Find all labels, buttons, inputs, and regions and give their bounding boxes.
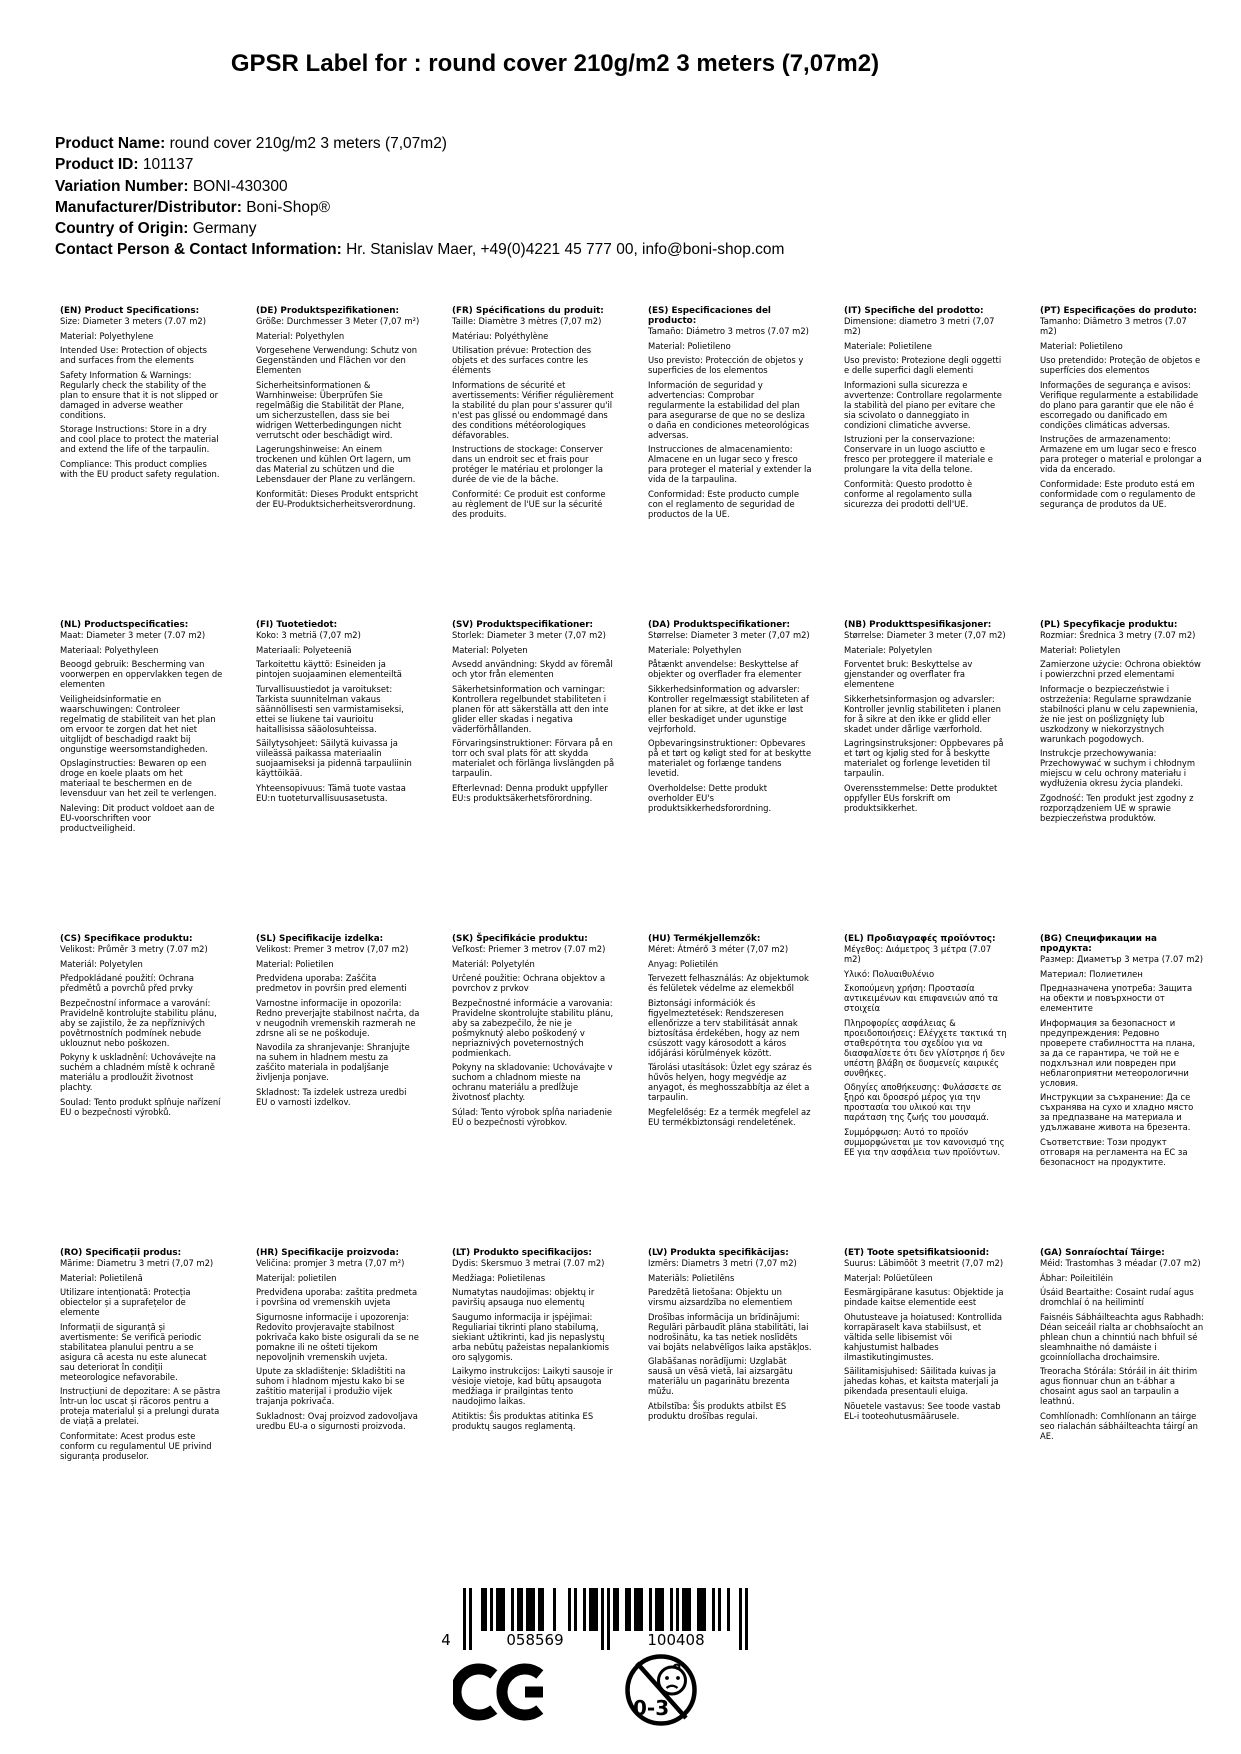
lang-block-paragraph: Megfelelőség: Ez a termék megfelel az EU termékbiztonsági rendeletének.: [648, 1106, 811, 1127]
lang-block: [1040, 1248, 1210, 1562]
barcode-digit-system: 4: [441, 1631, 451, 1649]
lang-block: [844, 306, 1014, 620]
info-label: Manufacturer/Distributor:: [55, 198, 242, 216]
lang-block: [648, 1248, 818, 1562]
lang-block-heading: (PL) Specyfikacje produktu:: [1040, 620, 1178, 630]
lang-block-paragraph: Instrucțiuni de depozitare: A se păstra într-un loc uscat și răcoros pentru a proteja materialul și a prelungi durata de viață a prelatei.: [60, 1386, 221, 1426]
age-warning-text: 0-3: [633, 1696, 670, 1720]
lang-block-paragraph: Material: Polietileno: [648, 340, 731, 351]
lang-block-paragraph: Treoracha Stórála: Stóráil in áit thirim agus fionnuar chun an t-ábhar a chosaint agus saol an tarpaulin a leathnú.: [1040, 1366, 1198, 1406]
lang-block-paragraph: Conformité: Ce produit est conforme au règlement de l'UE sur la sécurité des produits.: [452, 488, 606, 519]
lang-block-paragraph: Medžiaga: Polietilenas: [452, 1272, 546, 1283]
barcode: [441, 1588, 748, 1650]
lang-block-paragraph: Opslaginstructies: Bewaren op een droge en koele plaats om het materiaal te beschermen en de levensduur van het zeil te verlengen.: [60, 758, 217, 798]
lang-block-paragraph: Materijal: polietilen: [256, 1272, 337, 1283]
lang-block-paragraph: Zgodność: Ten produkt jest zgodny z rozporządzeniem UE w sprawie bezpieczeństwa produktów.: [1040, 792, 1194, 823]
lang-block-paragraph: Méret: Átmérő 3 méter (7,07 m2): [648, 944, 789, 954]
lang-block-paragraph: Rozmiar: Średnica 3 metry (7.07 m2): [1040, 630, 1196, 640]
lang-block-paragraph: Dydis: Skersmuo 3 metrai (7.07 m2): [452, 1258, 605, 1268]
lang-block-paragraph: Material: Polyethylen: [256, 330, 345, 341]
lang-block-paragraph: Comhlíonadh: Comhlíonann an táirge seo rialachán sábháilteachta táirgí an AE.: [1040, 1410, 1198, 1441]
info-value: Germany: [192, 220, 257, 238]
lang-block-paragraph: Size: Diameter 3 meters (7.07 m2): [60, 316, 206, 326]
lang-block-heading: (EN) Product Specifications:: [60, 306, 200, 316]
lang-block-paragraph: Predvidena uporaba: Zaščita predmetov in površin pred elementi: [256, 973, 407, 993]
info-label: Contact Person & Contact Information:: [55, 241, 342, 259]
lang-block-paragraph: Säkerhetsinformation och varningar: Kontrollera regelbundet stabiliteten i planen för att säkerställa att den inte glider eller skadas i negativa väderförhållanden.: [452, 683, 609, 734]
ce-mark-icon: [453, 1662, 553, 1722]
lang-block-paragraph: Инструкции за съхранение: Да се съхранява на сухо и хладно място за предпазване на материала и удължаване живота на брезента.: [1040, 1092, 1194, 1132]
lang-block-paragraph: Информация за безопасност и предупреждения: Редовно проверете стабилността на плана, за да се гарантира, че той не е подхлъзнал или повреден при неблагоприятни метеорологични условия.: [1040, 1017, 1195, 1088]
lang-block-paragraph: Sigurnosne informacije i upozorenja: Redovito provjeravajte stabilnost pokrivača kako biste osigurali da se ne pomakne ili ne ošteti tijekom nepovoljnih vremenskih uvjeta.: [256, 1311, 419, 1362]
lang-block-paragraph: Υλικό: Πολυαιθυλένιο: [844, 968, 935, 979]
lang-block-paragraph: Materiál: Polyetylén: [452, 958, 535, 969]
lang-block-paragraph: Instrukcje przechowywania: Przechowywać w suchym i chłodnym miejscu w celu ochrony materiału i wydłużenia okresu życia plandeki.: [1040, 748, 1196, 788]
lang-block-paragraph: Materiale: Polietilene: [844, 340, 932, 351]
lang-block-paragraph: Tamanho: Diâmetro 3 metros (7.07 m2): [1040, 316, 1187, 336]
barcode-digits-left: 058569: [506, 1631, 564, 1649]
lang-block-heading: (DA) Produktspecifikationer:: [648, 620, 791, 630]
barcode-bar: [649, 1588, 652, 1631]
info-label: Product Name:: [55, 135, 166, 152]
lang-block-paragraph: Съответствие: Този продукт отговаря на регламента на ЕС за безопасност на продуктите.: [1040, 1136, 1188, 1167]
lang-block-paragraph: Πληροφορίες ασφάλειας & προειδοποιήσεις: Ελέγχετε τακτικά τη σταθερότητα του σχεδίου για να διασφαλίσετε ότι δεν γλίστρησε ή δεν υπέστη βλάβη σε δυσμενείς καιρικές συνθήκες.: [844, 1017, 1007, 1078]
lang-block-heading: (ET) Toote spetsifikatsioonid:: [844, 1248, 990, 1258]
lang-block: [256, 306, 426, 620]
contact-row: [55, 239, 784, 260]
lang-block-paragraph: Conformidad: Este producto cumple con el reglamento de seguridad de productos de la UE.: [648, 488, 799, 519]
lang-block-paragraph: Предназначена употреба: Защита на обекти и повърхности от елементите: [1040, 983, 1193, 1013]
lang-block-paragraph: Paredzētā lietošana: Objektu un virsmu aizsardzība no elementiem: [648, 1287, 793, 1307]
lang-block-heading: (FR) Spécifications du produit:: [452, 306, 604, 316]
lang-block-paragraph: Información de seguridad y advertencias: Comprobar regularmente la estabilidad del plan para asegurarse de que no se desliza o daña en condiciones meteorológicas adversas.: [648, 379, 810, 440]
lang-block-heading: (EL) Προδιαγραφές προϊόντος:: [844, 934, 996, 944]
barcode-bar: [520, 1588, 523, 1631]
lang-block: [256, 934, 426, 1248]
lang-block-paragraph: Bezpečnostní informace a varování: Pravidelně kontrolujte stabilitu plánu, aby se zajistilo, že za nepříznivých povětrnostních podmínek nebude uklouznut nebo poškozen.: [60, 997, 217, 1048]
lang-block-paragraph: Súlad: Tento výrobok spĺňa nariadenie EÚ o bezpečnosti výrobkov.: [452, 1106, 613, 1127]
lang-block-paragraph: Materiale: Polyethylen: [648, 644, 742, 655]
lang-block: [1040, 306, 1210, 620]
barcode-bar: [616, 1588, 619, 1631]
lang-grid: [60, 306, 1240, 1562]
lang-block-heading: (SV) Produktspecifikationer:: [452, 620, 594, 630]
page-title: GPSR Label for : round cover 210g/m2 3 meters (7,07m2): [230, 50, 880, 77]
lang-block-heading: (SL) Specifikacije izdelka:: [256, 934, 384, 944]
lang-block-paragraph: Informações de segurança e avisos: Verifique regularmente a estabilidade do plano para garantir que ele não é escorregado ou danificado em condições climáticas adversas.: [1040, 379, 1199, 430]
barcode-bar: [661, 1588, 664, 1631]
lang-block: [452, 620, 622, 934]
lang-block-paragraph: Určené použitie: Ochrana objektov a povrchov z prvkov: [452, 973, 606, 993]
lang-block-paragraph: Materjal: Polüetüleen: [844, 1272, 933, 1283]
info-label: Country of Origin:: [55, 220, 189, 238]
lang-block-paragraph: Sicherheitsinformationen & Warnhinweise: Überprüfen Sie regelmäßig die Stabilität der Plane, um sicherzustellen, dass sie bei widrigen Wetterbedingungen nicht verrutscht oder beschädigt wird.: [256, 379, 405, 440]
lang-block-paragraph: Storlek: Diameter 3 meter (7,07 m2): [452, 630, 606, 640]
lang-block: [452, 1248, 622, 1562]
barcode-bar: [463, 1588, 466, 1650]
lang-block: [60, 306, 230, 620]
lang-block: [60, 1248, 230, 1562]
barcode-bar: [745, 1588, 748, 1650]
lang-block-paragraph: Uso previsto: Protección de objetos y superficies de los elementos: [648, 355, 804, 375]
lang-block-paragraph: Material: Polietileno: [1040, 340, 1123, 351]
lang-block-paragraph: Intended Use: Protection of objects and surfaces from the elements: [60, 345, 208, 365]
lang-block-paragraph: Materiāls: Polietilēns: [648, 1272, 735, 1283]
lang-block-paragraph: Sikkerhetsinformasjon og advarsler: Kontroller jevnlig stabiliteten i planen for å sikre at den ikke er glidd eller skadet under dårlige værforhold.: [844, 693, 1001, 734]
lang-block-paragraph: Материал: Полиетилен: [1040, 968, 1143, 979]
manufacturer-row: [55, 197, 784, 218]
lang-block-heading: (HU) Termékjellemzők:: [648, 934, 761, 944]
lang-block-paragraph: Conformitate: Acest produs este conform cu regulamentul UE privind siguranța produselor.: [60, 1430, 212, 1461]
lang-block-paragraph: Größe: Durchmesser 3 Meter (7,07 m²): [256, 316, 420, 326]
lang-block-paragraph: Veličina: promjer 3 metra (7,07 m²): [256, 1258, 405, 1268]
lang-block-paragraph: Οδηγίες αποθήκευσης: Φυλάσσετε σε ξηρό και δροσερό μέρος για την προστασία του υλικού και την παράταση της ζωής του μουσαμά.: [844, 1082, 1002, 1122]
lang-block: [648, 306, 818, 620]
lang-block-paragraph: Veľkosť: Priemer 3 metrov (7.07 m2): [452, 944, 606, 954]
barcode-digits-right: 100408: [647, 1631, 705, 1649]
lang-block-paragraph: Størrelse: Diameter 3 meter (7,07 m2): [648, 630, 810, 640]
lang-block-paragraph: Materiál: Polyetylen: [60, 958, 143, 969]
lang-block: [60, 620, 230, 934]
lang-block-paragraph: Forventet bruk: Beskyttelse av gjenstander og overflater fra elementene: [844, 659, 973, 689]
barcode-bar: [640, 1588, 643, 1631]
lang-block-paragraph: Mărime: Diametru 3 metri (7,07 m2): [60, 1258, 214, 1268]
lang-block-paragraph: Utilisation prévue: Protection des objets et des surfaces contre les éléments: [452, 345, 592, 375]
lang-block-paragraph: Συμμόρφωση: Αυτό το προϊόν συμμορφώνεται με τον κανονισμό της ΕΕ για την ασφάλεια των προϊόντων.: [844, 1126, 1005, 1157]
lang-block-paragraph: Uso pretendido: Proteção de objetos e superfícies dos elementos: [1040, 355, 1201, 375]
lang-block-paragraph: Numatytas naudojimas: objektų ir paviršių apsauga nuo elementų: [452, 1287, 595, 1307]
lang-block-paragraph: Ábhar: Poileitiléin: [1040, 1272, 1113, 1283]
lang-block-paragraph: Anyag: Polietilén: [648, 958, 719, 969]
lang-block-heading: (LV) Produkta specifikācijas:: [648, 1248, 789, 1258]
lang-block-paragraph: Yhteensopivuus: Tämä tuote vastaa EU:n tuoteturvallisuusasetusta.: [256, 782, 406, 803]
lang-block-paragraph: Compliance: This product complies with the EU product safety regulation.: [60, 458, 220, 479]
lang-block-paragraph: Informații de siguranță și avertismente: Se verifică periodic stabilitatea planului pentru a se asigura că acesta nu este alunecat sau deteriorat în condiții meteorologice nefavorabile.: [60, 1321, 207, 1382]
lang-block-paragraph: Zamierzone użycie: Ochrona obiektów i powierzchni przed elementami: [1040, 659, 1201, 679]
lang-block-paragraph: Bezpečnostné informácie a varovania: Pravidelne skontrolujte stabilitu plánu, aby sa zabezpečilo, že nie je pošmyknutý alebo poškodený v nepriaznivých poveternostných podmienkach.: [452, 997, 614, 1058]
lang-block-paragraph: Conformidade: Este produto está em conformidade com o regulamento de segurança de produtos da UE.: [1040, 478, 1196, 509]
lang-block: [844, 934, 1014, 1248]
lang-block-heading: (GA) Sonraíochtaí Táirge:: [1040, 1248, 1165, 1258]
lang-block-paragraph: Drošības informācija un brīdinājumi: Regulāri pārbaudīt plāna stabilitāti, lai nodrošinātu, ka tas netiek noslīdēts vai bojāts nelabvēlīgos laika apstākļos.: [648, 1311, 812, 1352]
lang-block-paragraph: Biztonsági információk és figyelmeztetések: Rendszeresen ellenőrizze a terv stabilitását annak biztosítása érdekében, hogy az nem csúszott vagy károsodott a káros időjárási körülmények között.: [648, 997, 800, 1058]
lang-block-heading: (IT) Specifiche del prodotto:: [844, 306, 984, 316]
lang-block-paragraph: Säilytysohjeet: Säilytä kuivassa ja viileässä paikassa materiaalin suojaamiseksi ja pidennä tarpauliinin käyttöikää.: [256, 738, 412, 778]
lang-block-heading: (NL) Productspecificaties:: [60, 620, 189, 630]
lang-block-paragraph: Размер: Диаметър 3 метра (7.07 m2): [1040, 954, 1204, 964]
barcode-bar: [532, 1588, 535, 1631]
lang-block-paragraph: Uso previsto: Protezione degli oggetti e delle superfici dagli elementi: [844, 355, 1002, 375]
lang-block: [60, 934, 230, 1248]
barcode-bar: [541, 1588, 544, 1631]
lang-block-paragraph: Faisnéis Sábháilteachta agus Rabhadh: Déan seiceáil rialta ar chobhsaíocht an phlean chun a chinntiú nach bhfuil sé sleamhnaithe nó damáiste i gcoinníollacha drochaimsire.: [1040, 1311, 1204, 1362]
lang-block-paragraph: Navodila za shranjevanje: Shranjujte na suhem in hladnem mestu za zaščito materiala in podaljšanje življenja ponjave.: [256, 1042, 410, 1082]
lang-block-paragraph: Størrelse: Diameter 3 meter (7,07 m2): [844, 630, 1006, 640]
lang-block-paragraph: Saugumo informacija ir įspėjimai: Reguliariai tikrinti plano stabilumą, siekiant užtikrinti, kad jis nepaslystų arba nebūtų pažeistas nepalankiomis oro sąlygomis.: [452, 1311, 609, 1362]
lang-block-paragraph: Pokyny na skladovanie: Uchovávajte v suchom a chladnom mieste na ochranu materiálu a predĺžuje životnosť plachty.: [452, 1062, 613, 1102]
info-label: Variation Number:: [55, 177, 189, 195]
lang-block-paragraph: Instructions de stockage: Conserver dans un endroit sec et frais pour protéger le matériau et prolonger la durée de vie de la bâche.: [452, 444, 604, 484]
country-of-origin-row: [55, 218, 784, 239]
lang-block-heading: (DE) Produktspezifikationen:: [256, 306, 400, 316]
lang-block-paragraph: Taille: Diamètre 3 mètres (7,07 m2): [452, 316, 602, 326]
lang-block-paragraph: Opbevaringsinstruktioner: Opbevares på et tørt og køligt sted for at beskytte materialet og forlænge tandens levetid.: [648, 738, 812, 778]
lang-block: [844, 1248, 1014, 1562]
barcode-bar: [583, 1588, 586, 1631]
lang-block-paragraph: Veiligheidsinformatie en waarschuwingen: Controleer regelmatig de stabiliteit van het plan om ervoor te zorgen dat het niet uitglijdt of beschadigd raakt bij ongunstige weersomstandigheden.: [60, 693, 216, 754]
lang-block-paragraph: Tamaño: Diámetro 3 metros (7.07 m2): [648, 326, 809, 336]
lang-block-paragraph: Overensstemmelse: Dette produktet oppfyller EUs forskrift om produktsikkerhet.: [844, 782, 998, 813]
barcode-bar: [670, 1588, 673, 1631]
barcode-bar: [490, 1588, 493, 1631]
lang-block-paragraph: Predviđena uporaba: zaštita predmeta i površina od vremenskih uvjeta: [256, 1287, 418, 1307]
lang-block-paragraph: Naleving: Dit product voldoet aan de EU-voorschriften voor productveiligheid.: [60, 802, 215, 833]
lang-block-paragraph: Instrucciones de almacenamiento: Almacene en un lugar seco y fresco para proteger el material y extender la vida de la tarpaulina.: [648, 444, 812, 484]
lang-block-paragraph: Lagerungshinweise: An einem trockenen und kühlen Ort lagern, um das Material zu schützen und die Lebensdauer der Plane zu verlängern.: [256, 444, 416, 484]
lang-block: [1040, 620, 1210, 934]
lang-block-paragraph: Tarkoitettu käyttö: Esineiden ja pintojen suojaaminen elementeiltä: [256, 659, 402, 679]
barcode-bar: [628, 1588, 631, 1631]
barcode-bar: [727, 1588, 730, 1631]
lang-block-paragraph: Velikost: Průměr 3 metry (7.07 m2): [60, 944, 208, 954]
lang-block-paragraph: Instruções de armazenamento: Armazene em um lugar seco e fresco para proteger o material e prolongar a vida da encerado.: [1040, 434, 1202, 474]
lang-block-paragraph: Utilizare intenționată: Protecția obiectelor și a suprafețelor de elemente: [60, 1287, 191, 1317]
barcode-bar: [676, 1588, 679, 1631]
lang-block-heading: (SK) Špecifikácie produktu:: [452, 934, 588, 944]
lang-block-paragraph: Skladnost: Ta izdelek ustreza uredbi EU o varnosti izdelkov.: [256, 1086, 407, 1107]
product-name-row: [55, 133, 784, 154]
lang-block-paragraph: Koko: 3 metriä (7,07 m2): [256, 630, 361, 640]
info-value: 101137: [142, 156, 194, 174]
lang-block-paragraph: Material: Polyethylene: [60, 330, 154, 341]
lang-block-heading: (ES) Especificaciones del producto:: [648, 306, 771, 326]
lang-block-paragraph: Säilitamisjuhised: Säilitada kuivas ja jahedas kohas, et kaitsta materjali ja pikendada presentauli eluiga.: [844, 1366, 999, 1396]
barcode-bar: [601, 1588, 604, 1650]
lang-block-paragraph: Informacje o bezpieczeństwie i ostrzeżenia: Regularne sprawdzanie stabilności planu w celu zapewnienia, że nie jest on poślizgnięty lub uszkodzony w niekorzystnych warunkach pogodowych.: [1040, 683, 1198, 744]
lang-block-paragraph: Materiaal: Polyethyleen: [60, 644, 159, 655]
lang-block-paragraph: Efterlevnad: Denna produkt uppfyller EU:s produktsäkerhetsförordning.: [452, 782, 608, 803]
lang-block-paragraph: Upute za skladištenje: Skladištiti na suhom i hladnom mjestu kako bi se zaštitio materijal i produžio vijek trajanja pokrivača.: [256, 1366, 406, 1406]
lang-block-heading: (PT) Especificações do produto:: [1040, 306, 1197, 316]
info-value: Hr. Stanislav Maer, +49(0)4221 45 777 00, info@boni-shop.com: [346, 241, 785, 259]
lang-block-paragraph: Úsáid Beartaithe: Cosaint rudaí agus dromchlaí ó na heilimintí: [1040, 1287, 1194, 1307]
barcode-bar: [688, 1588, 691, 1631]
lang-block: [452, 934, 622, 1248]
lang-block-paragraph: Glabāšanas norādījumi: Uzglabāt sausā un vēsā vietā, lai aizsargātu materiālu un pagarinātu brezenta mūžu.: [648, 1356, 793, 1396]
lang-block-paragraph: Varnostne informacije in opozorila: Redno preverjajte stabilnost načrta, da v neugodnih vremenskih razmerah ne zdrsne ali se ne poškoduje.: [256, 997, 420, 1038]
lang-block-heading: (NB) Produkttspesifikasjoner:: [844, 620, 992, 630]
lang-block: [1040, 934, 1210, 1248]
barcode-bar: [712, 1588, 715, 1631]
lang-block-paragraph: Pokyny k uskladnění: Uchovávejte na suchém a chladném místě k ochraně materiálu a prodloužit životnost plachty.: [60, 1052, 216, 1092]
barcode-bar: [718, 1588, 721, 1631]
lang-block-paragraph: Overholdelse: Dette produkt overholder EU's produktsikkerhedsforordning.: [648, 782, 772, 813]
product-info: [55, 133, 784, 261]
lang-block-paragraph: Laikymo instrukcijos: Laikyti sausoje ir vėsioje vietoje, kad būtų apsaugota medžiaga ir prailgintas tento naudojimo laikas.: [452, 1366, 613, 1406]
lang-block-paragraph: Sikkerhedsinformation og advarsler: Kontroller regelmæssigt stabiliteten af planen for at sikre, at det ikke er løst eller beskadiget under ugunstige vejrforhold.: [648, 683, 809, 734]
lang-block-paragraph: Izmērs: Diametrs 3 metri (7,07 m2): [648, 1258, 797, 1268]
barcode-bar: [553, 1588, 556, 1631]
lang-block-paragraph: Materiał: Polietylen: [1040, 644, 1121, 655]
age-warning-icon: [623, 1650, 699, 1728]
lang-block-paragraph: Informazioni sulla sicurezza e avvertenze: Controllare regolarmente la stabilità del piano per evitare che sia scivolato o danneggiato in condizioni climatiche avverse.: [844, 379, 1002, 430]
lang-block-paragraph: Safety Information & Warnings: Regularly check the stability of the plan to ensure that it is not slipped or damaged in adverse weather conditions.: [60, 369, 219, 420]
lang-block-paragraph: Tárolási utasítások: Üzlet egy száraz és hűvös helyen, hogy megvédje az anyagot, és meghosszabbítja az élet a tarpaulin.: [648, 1062, 812, 1102]
lang-block-paragraph: Atbilstība: Šis produkts atbilst ES produktu drošības regulai.: [648, 1400, 787, 1421]
lang-block-paragraph: Maat: Diameter 3 meter (7.07 m2): [60, 630, 206, 640]
lang-block-heading: (CS) Specifikace produktu:: [60, 934, 193, 944]
lang-block: [648, 934, 818, 1248]
lang-block-paragraph: Material: Polyeten: [452, 644, 528, 655]
barcode-bar: [607, 1588, 610, 1650]
lang-block-paragraph: Atitiktis: Šis produktas atitinka ES produktų saugos reglamentą.: [452, 1410, 594, 1431]
lang-block-paragraph: Informations de sécurité et avertissements: Vérifier régulièrement la stabilité du plan pour s'assurer qu'il n'est pas glissé ou endommagé dans des conditions météorologiques défavorables.: [452, 379, 614, 440]
barcode-bar: [595, 1588, 598, 1631]
variation-number-row: [55, 176, 784, 197]
lang-block-paragraph: Dimensione: diametro 3 metri (7,07 m2): [844, 316, 995, 336]
lang-block-heading: (BG) Спецификации на продукта:: [1040, 934, 1157, 954]
lang-block-paragraph: Påtænkt anvendelse: Beskyttelse af objekter og overflader fra elementer: [648, 659, 802, 679]
lang-block-paragraph: Förvaringsinstruktioner: Förvara på en torr och sval plats för att skydda materialet och förlänga livslängden på tarpaulin.: [452, 738, 615, 778]
lang-block-paragraph: Tervezett felhasználás: Az objektumok és felületek védelme az elemekből: [648, 973, 809, 993]
lang-block: [844, 620, 1014, 934]
barcode-bar: [703, 1588, 706, 1631]
lang-block-paragraph: Soulad: Tento produkt splňuje nařízení EU o bezpečnosti výrobků.: [60, 1096, 221, 1117]
lang-block-paragraph: Istruzioni per la conservazione: Conservare in un luogo asciutto e fresco per proteggere il materiale e prolungare la vita della telone.: [844, 434, 993, 474]
lang-block-paragraph: Matériau: Polyéthylène: [452, 330, 549, 341]
info-value: round cover 210g/m2 3 meters (7,07m2): [169, 135, 447, 152]
lang-block: [256, 620, 426, 934]
lang-block-heading: (RO) Specificații produs:: [60, 1248, 182, 1258]
lang-block-paragraph: Suurus: Läbimõõt 3 meetrit (7,07 m2): [844, 1258, 1004, 1268]
info-label: Product ID:: [55, 156, 139, 174]
lang-block-paragraph: Μέγεθος: Διάμετρος 3 μέτρα (7.07 m2): [844, 944, 992, 964]
barcode-bar: [574, 1588, 577, 1631]
lang-block-paragraph: Beoogd gebruik: Bescherming van voorwerpen en oppervlakken tegen de elementen: [60, 659, 223, 689]
lang-block-paragraph: Material: Polietilenă: [60, 1272, 143, 1283]
lang-block-paragraph: Material: Polietilen: [256, 958, 334, 969]
product-id-row: [55, 154, 784, 175]
lang-block-heading: (HR) Specifikacije proizvoda:: [256, 1248, 399, 1258]
lang-block-paragraph: Konformität: Dieses Produkt entspricht der EU-Produktsicherheitsverordnung.: [256, 488, 419, 509]
info-value: Boni-Shop®: [246, 198, 330, 216]
lang-block-paragraph: Conformità: Questo prodotto è conforme al regolamento sulla sicurezza dei prodotti dell'UE.: [844, 478, 973, 509]
lang-block: [648, 620, 818, 934]
info-value: BONI-430300: [192, 177, 288, 195]
lang-block-paragraph: Avsedd användning: Skydd av föremål och ytor från elementen: [452, 659, 613, 679]
lang-block-paragraph: Ohutusteave ja hoiatused: Kontrollida korrapäraselt kava stabiilsust, et vältida selle libisemist või kahjustumist halbades ilmastikutingimustes.: [844, 1311, 1003, 1362]
lang-block-paragraph: Turvallisuustiedot ja varoitukset: Tarkista suunnitelman vakaus säännöllisesti sen varmistamiseksi, ettei se liukene tai vaurioitu haitallisissa sääolosuhteissa.: [256, 683, 404, 734]
lang-block-paragraph: Materiaali: Polyeteeniä: [256, 644, 352, 655]
lang-block-paragraph: Sukladnost: Ovaj proizvod zadovoljava uredbu EU-a o sigurnosti proizvoda.: [256, 1410, 418, 1431]
lang-block-paragraph: Materiale: Polyetylen: [844, 644, 932, 655]
lang-block-paragraph: Nõuetele vastavus: See toode vastab EL-i tooteohutusmäärusele.: [844, 1400, 1001, 1421]
lang-block: [452, 306, 622, 620]
lang-block-heading: (FI) Tuotetiedot:: [256, 620, 338, 630]
lang-block-paragraph: Storage Instructions: Store in a dry and cool place to protect the material and extend the life of the tarpaulin.: [60, 424, 219, 454]
lang-block-paragraph: Σκοπούμενη χρήση: Προστασία αντικειμένων και επιφανειών από τα στοιχεία: [844, 983, 998, 1013]
barcode-bar: [739, 1588, 742, 1650]
lang-block-paragraph: Předpokládané použití: Ochrana předmětů a povrchů před prvky: [60, 973, 195, 993]
barcode-bar: [502, 1588, 505, 1631]
barcode-bar: [511, 1588, 514, 1631]
barcode-bar: [568, 1588, 571, 1631]
lang-block: [256, 1248, 426, 1562]
lang-block-heading: (LT) Produkto specifikacijos:: [452, 1248, 592, 1258]
lang-block-paragraph: Eesmärgipärane kasutus: Objektide ja pindade kaitse elementide eest: [844, 1287, 1004, 1307]
lang-block-paragraph: Velikost: Premer 3 metrov (7,07 m2): [256, 944, 409, 954]
lang-block-paragraph: Vorgesehene Verwendung: Schutz von Gegenständen und Flächen vor den Elementen: [256, 345, 418, 375]
barcode-bar: [484, 1588, 487, 1631]
lang-block-paragraph: Méid: Trastomhas 3 méadar (7.07 m2): [1040, 1258, 1201, 1268]
lang-block-paragraph: Lagringsinstruksjoner: Oppbevares på et tørt og kjølig sted for å beskytte materialet og forlenge levetiden til tarpaulin.: [844, 738, 1004, 778]
